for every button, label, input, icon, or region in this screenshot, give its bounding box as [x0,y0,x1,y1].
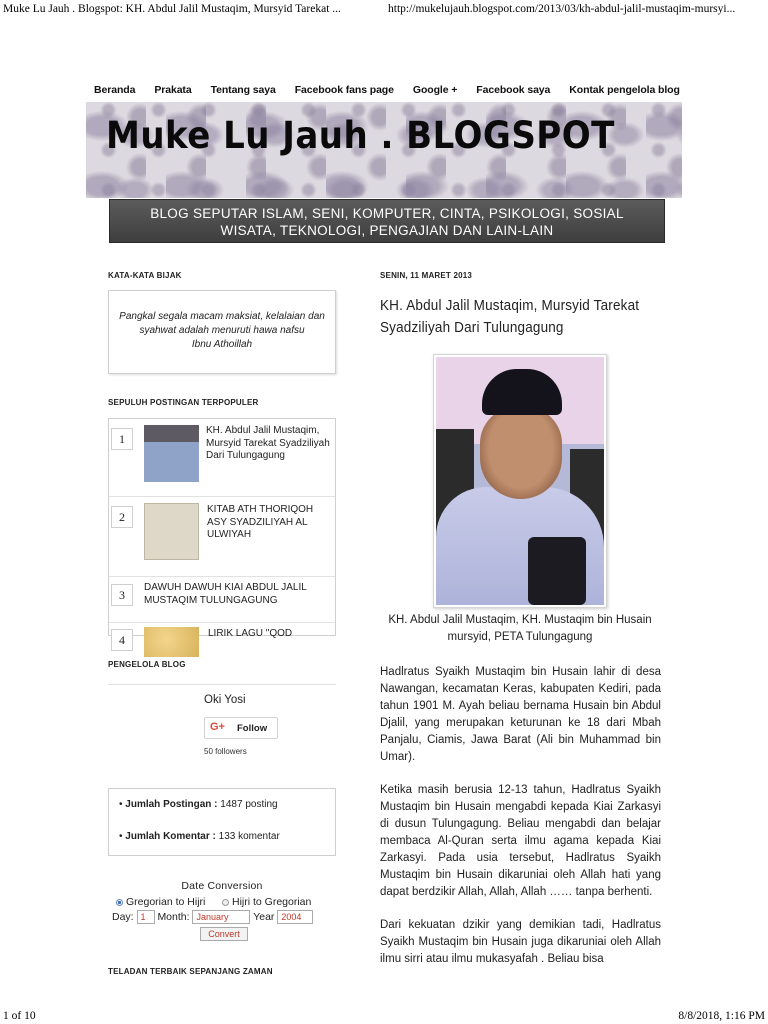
stat-posts-value: 1487 posting [220,799,278,810]
day-input[interactable]: 1 [137,910,155,924]
radio-selected-icon[interactable] [116,899,123,906]
admin-widget-title: PENGELOLA BLOG [108,660,186,669]
post-title[interactable]: KH. Abdul Jalil Mustaqim, Mursyid Tarekat Syadziliyah Dari Tulungagung [380,298,640,336]
radio-gregorian-label: Gregorian to Hijri [126,896,206,908]
popular-post-item[interactable] [109,623,335,663]
post-paragraph: Dari kekuatan dzikir yang demikian tadi, Hadlratus Syaikh Mustaqim bin Husain juga dikaruniai oleh Allah ilmu sirri atau ilmu mukasyafah . Beliau bisa [380,919,661,965]
stat-comments [119,831,280,842]
face [480,407,562,499]
radio-hijri-to-gregorian[interactable] [222,896,311,908]
blog-stats-widget [108,788,336,856]
nav-item-facebook-fans-page[interactable]: Facebook fans page [294,84,394,96]
print-page-url: http://mukelujauh.blogspot.com/2013/03/kh-abdul-jalil-mustaqim-mursyi... [388,3,736,15]
year-input[interactable]: 2004 [277,910,313,924]
month-select[interactable]: January [192,910,250,924]
popular-post-item[interactable] [109,419,335,497]
popular-post-title[interactable]: DAWUH DAWUH KIAI ABDUL JALIL MUSTAQIM TULUNGAGUNG [144,582,307,606]
print-page-number: 1 of 10 [3,1010,36,1022]
portrait-image [436,357,604,605]
month-label: Month: [157,910,190,923]
nav-item-tentang-saya[interactable]: Tentang saya [210,84,276,96]
radio-hijri-label: Hijri to Gregorian [232,896,312,908]
photo-caption: KH. Abdul Jalil Mustaqim, KH. Mustaqim bin Husain mursyid, PETA Tulungagung [388,614,652,643]
popular-post-title[interactable]: KH. Abdul Jalil Mustaqim, Mursyid Tarekat Syadziliyah Dari Tulungagung [206,425,330,461]
post-paragraph: Ketika masih berusia 12-13 tahun, Hadlratus Syaikh Mustaqim bin Husain mengabdi kepada Kiai Zarkasyi di dusun Tulungagung. Beliau mengabdi dan belajar membaca Al-Quran serta ilmu agama kepada Kiai Zarkasyi. Pada usia tersebut, Hadlratus Syaikh Mustaqim bin Husain dikaruniai oleh Allah hati yang dapat berdzikir Allah, Allah, Allah …… tanpa berhenti. [380,784,661,898]
print-footer [0,1008,768,1024]
popular-post-title[interactable]: KITAB ATH THORIQOH ASY SYADZILIYAH AL ULWIYAH [207,504,314,540]
admin-widget [108,684,336,768]
stat-comments-value: 133 komentar [218,831,280,842]
stat-comments-label: Jumlah Komentar : [125,831,216,842]
radio-gregorian-to-hijri[interactable] [116,896,205,908]
popular-post-rank: 3 [111,584,133,606]
print-page-title: Muke Lu Jauh . Blogspot: KH. Abdul Jalil Mustaqim, Mursyid Tarekat ... [3,3,341,15]
tagline-line-2: WISATA, TEKNOLOGI, PENGAJIAN DAN LAIN-LAIN [220,223,554,238]
cap [482,369,562,415]
popular-widget-title: SEPULUH POSTINGAN TERPOPULER [108,398,259,407]
popular-post-rank: 2 [111,506,133,528]
popular-post-item[interactable] [109,497,335,577]
post-date: SENIN, 11 MARET 2013 [380,271,473,280]
bullet-icon: • [119,799,126,810]
print-datetime: 8/8/2018, 1:16 PM [678,1010,765,1022]
popular-post-thumbnail[interactable] [144,503,199,560]
post-photo[interactable] [433,354,607,608]
day-label: Day: [112,910,134,923]
followers-count: 50 followers [204,747,247,756]
follow-button-label: Follow [237,723,268,734]
stat-posts [119,799,278,810]
blog-header-banner[interactable] [86,102,682,198]
radio-unselected-icon[interactable] [222,899,229,906]
follow-button[interactable] [204,717,278,739]
popular-post-thumbnail[interactable] [144,627,199,657]
popular-posts-list [108,418,336,647]
convert-button[interactable]: Convert [200,927,248,941]
quote-author: Ibnu Athoillah [191,339,253,350]
quote-text: Pangkal segala macam maksiat, kelalaian dan syahwat adalah menuruti hawa nafsu [119,311,325,336]
scarf [528,537,586,605]
top-navigation [86,78,682,102]
year-label: Year [253,910,275,923]
google-plus-icon: G+ [210,721,225,733]
bullet-icon: • [119,831,126,842]
nav-item-beranda[interactable]: Beranda [94,84,136,96]
blog-title[interactable]: Muke Lu Jauh . BLOGSPOT [106,114,615,157]
tagline-line-1: BLOG SEPUTAR ISLAM, SENI, KOMPUTER, CINTA, PSIKOLOGI, SOSIAL [150,206,624,221]
admin-name[interactable]: Oki Yosi [204,694,246,706]
teladan-widget-title: TELADAN TERBAIK SEPANJANG ZAMAN [108,967,273,976]
quote-widget-title: KATA-KATA BIJAK [108,271,182,280]
print-header [0,0,768,20]
stat-posts-label: Jumlah Postingan : [125,799,218,810]
blog-tagline [109,199,665,243]
popular-post-title[interactable]: LIRIK LAGU "QOD [208,628,293,639]
popular-post-item[interactable] [109,577,335,623]
quote-widget [108,290,336,374]
date-input-row [112,910,313,924]
date-conversion-title: Date Conversion [181,880,263,892]
popular-post-thumbnail[interactable] [144,425,199,482]
popular-post-rank: 1 [111,428,133,450]
nav-item-prakata[interactable]: Prakata [154,84,192,96]
popular-post-rank: 4 [111,629,133,651]
nav-item-facebook-saya[interactable]: Facebook saya [476,84,551,96]
nav-item-google-plus[interactable]: Google + [412,84,458,96]
nav-item-kontak[interactable]: Kontak pengelola blog [569,84,680,96]
post-paragraph: Hadlratus Syaikh Mustaqim bin Husain lahir di desa Nawangan, kecamatan Keras, kabupaten Kediri, pada tahun 1901 M. Ayah beliau bernama Husain bin Abdul Djalil, yang merupakan keturunan ke 18 dari Mbah Panjalu, Ciamis, Jawa Barat (Ali bin Muhammad bin Umar). [380,666,661,763]
